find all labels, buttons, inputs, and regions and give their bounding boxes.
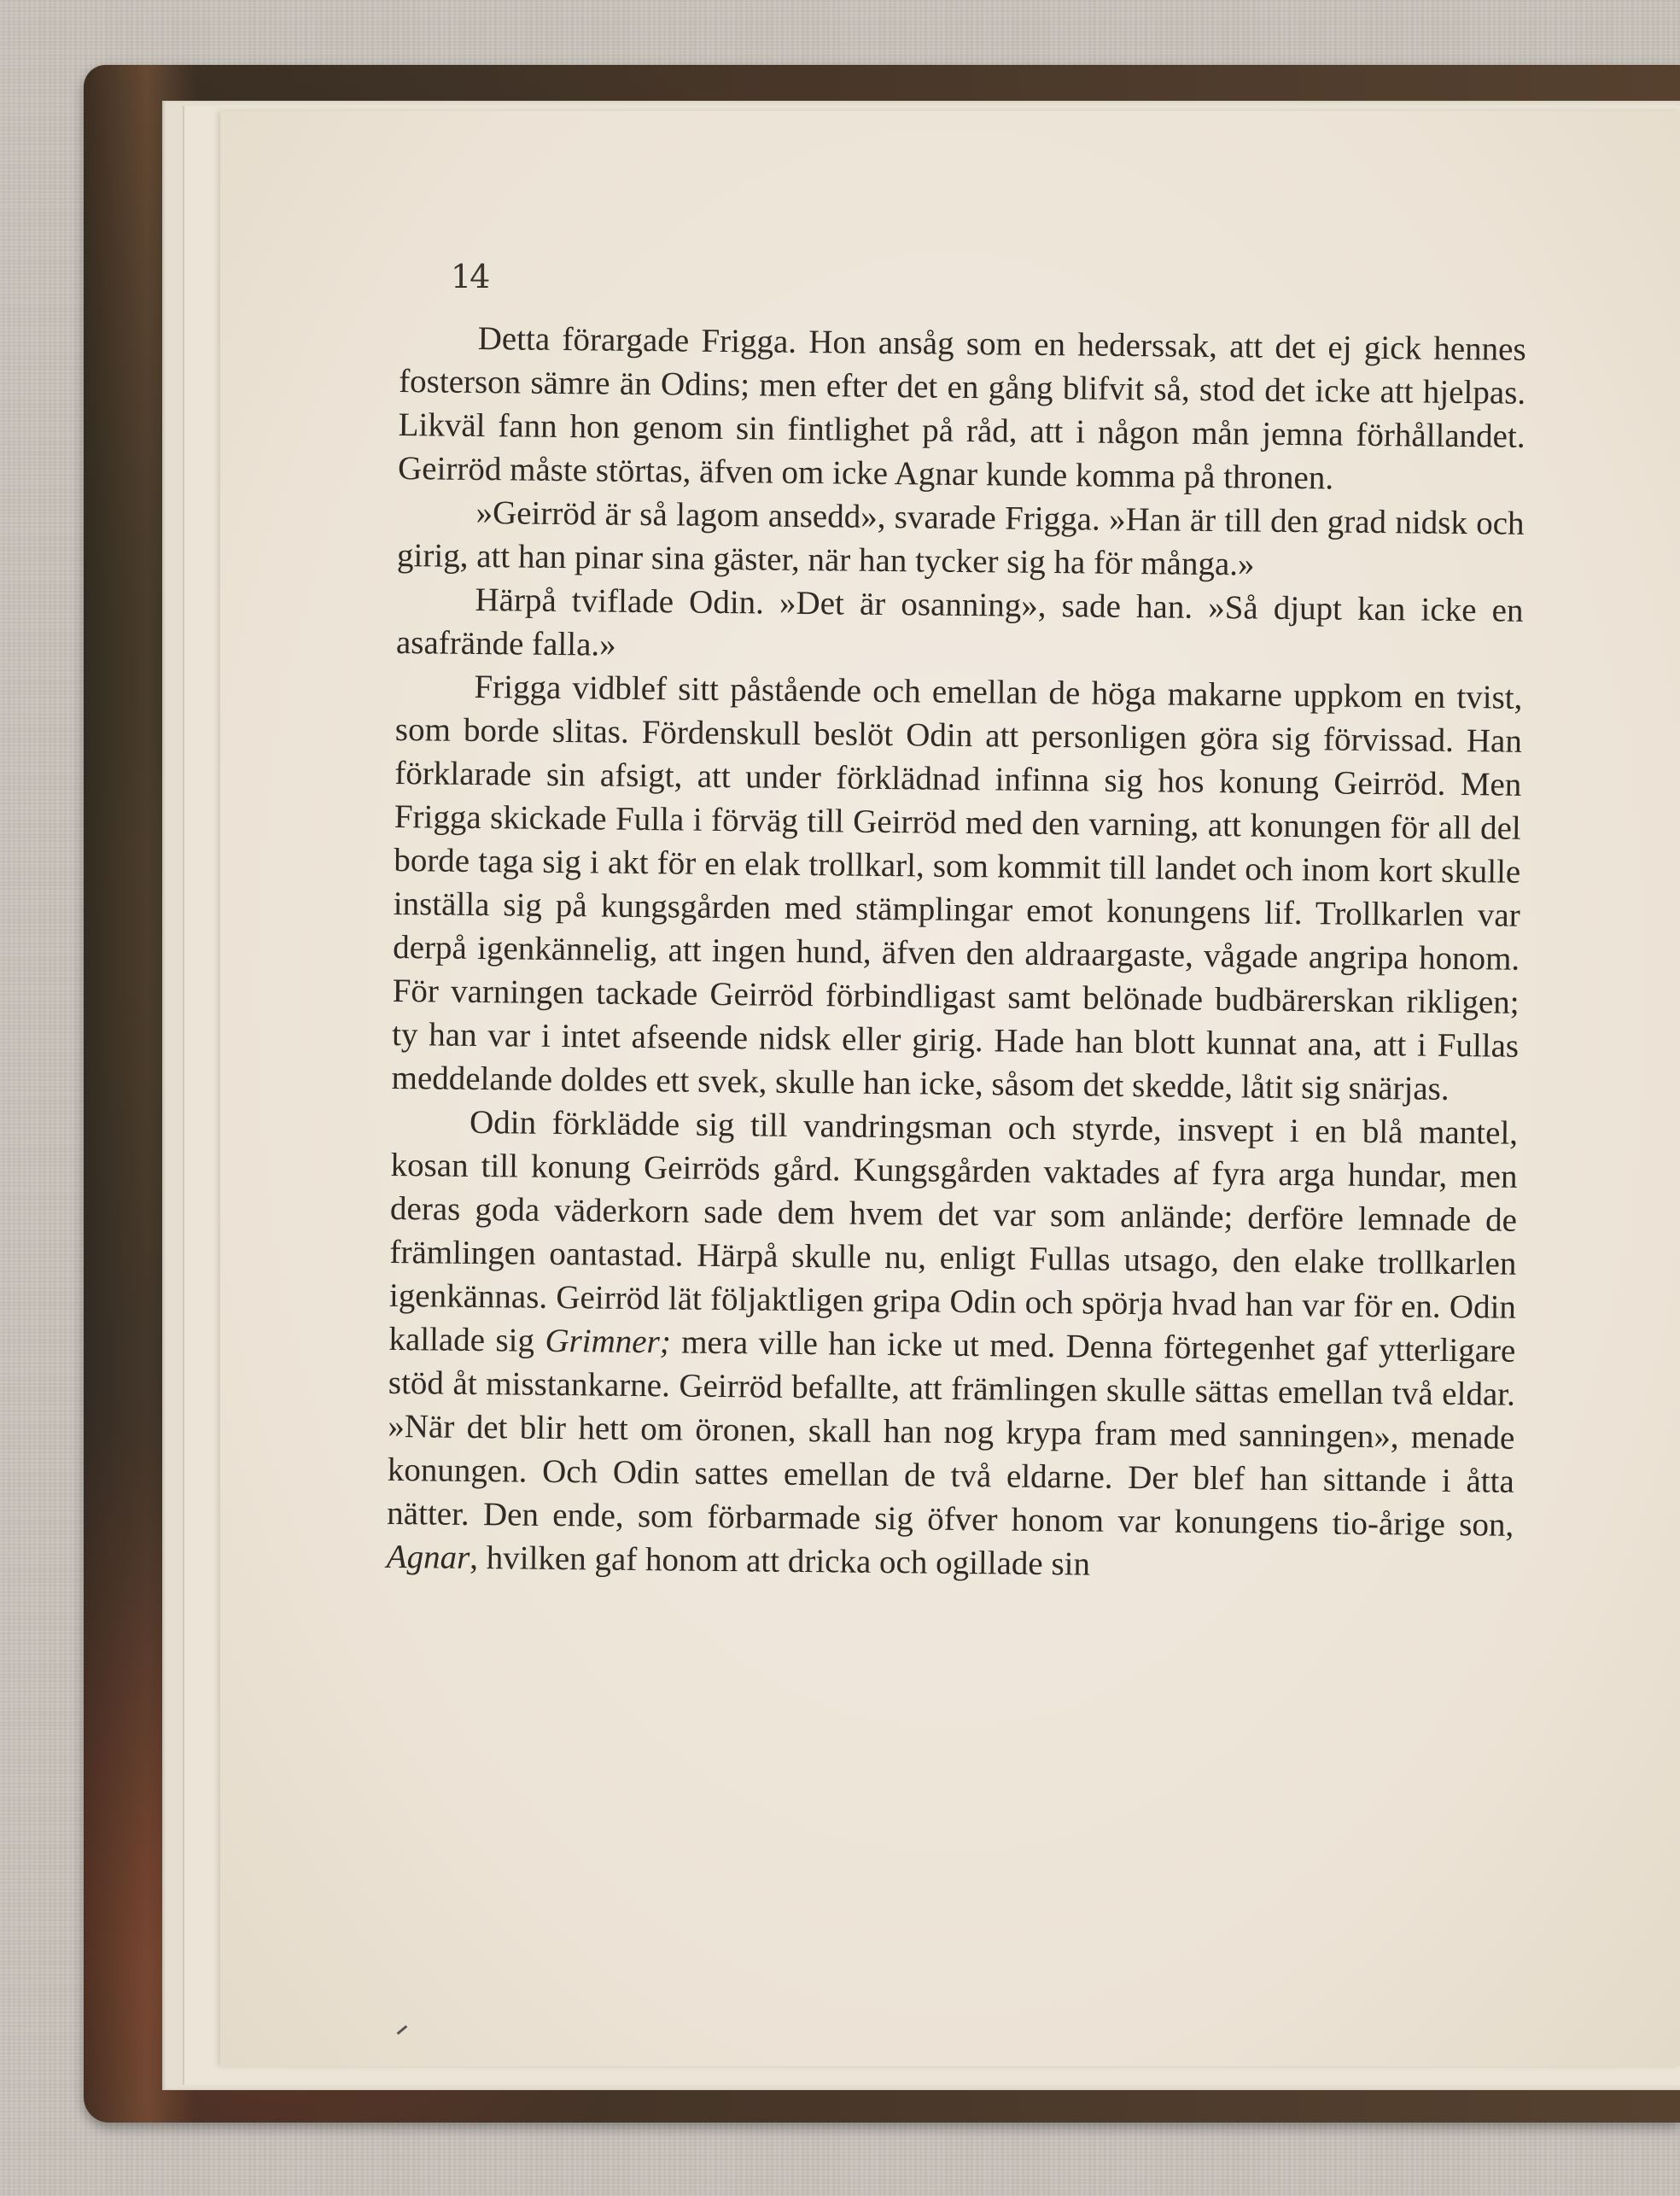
- paragraph: [398, 316, 1526, 502]
- paragraph-text: Odin förklädde sig till vandringsman och styrde, insvept i en blå mantel, kosan till konung Geirröds gård. Kungsgården vaktades af fyra arga hundar, men deras goda väderkorn sade dem hvem det var som anlände; derföre lemnade de främlingen oantastad. Härpå skulle nu, enligt Fullas utsago, den elake trollkarlen igenkännas. Geirröd lät följaktligen gripa Odin och spörja hvad han var för en. Odin kallade sig: [388, 1103, 1519, 1359]
- paragraph: [396, 577, 1524, 676]
- page-number: 14: [451, 258, 489, 295]
- paragraph-text: , hvilken gaf honom att dricka och ogillade sin: [470, 1539, 1091, 1583]
- paragraph-text: Härpå tviflade Odin. »Det är osanning», sade han. »Så djupt kan icke en asafrände falla.»: [395, 581, 1524, 663]
- body-text: [387, 316, 1526, 1591]
- paragraph-text: mera ville han icke ut med. Denna förtegenhet gaf ytterligare stöd åt misstankarne. Geirröd befallte, att främlingen skulle sättas emellan två eldar. »När det blir hett om öronen, skall han nog krypa fram med sanningen», menade konungen. Och Odin sattes emellan de två eldarne. Der blef han sittande i åtta nätter. Den ende, som förbarmade sig öfver honom var konungens tio-årige son,: [387, 1323, 1516, 1544]
- italic-name-agnar: Agnar: [386, 1538, 470, 1576]
- paragraph: [387, 1100, 1519, 1591]
- paragraph-text: »Geirröd är så lagom ansedd», svarade Frigga. »Han är till den grad nidsk och girig, att han pinar sina gäster, när han tycker sig ha för många.»: [396, 494, 1525, 583]
- paragraph-text: Frigga vidblef sitt påstående och emellan de höga makarne uppkom en tvist, som borde slitas. Fördenskull beslöt Odin att personligen göra sig förvissad. Han förklarade sin afsigt, att under förklädnad infinna sig hos konung Geirröd. Men Frigga skickade Fulla i förväg till Geirröd med den varning, att konungen för all del borde taga sig i akt för en elak trollkarl, som kommit till landet och inom kort skulle inställa sig på kungsgården med stämplingar emot konungens lif. Trollkarlen var derpå igenkännelig, att ingen hund, äfven den aldraargaste, vågade angripa honom. För varningen tackade Geirröd förbindligast samt belönade budbärerskan rikligen; ty han var i intet afseende nidsk eller girig. Hade han blott kunnat ana, att i Fullas meddelande doldes ett svek, skulle han icke, såsom det skedde, låtit sig snärjas.: [391, 668, 1523, 1107]
- paragraph: [397, 490, 1525, 589]
- italic-name-grimner: Grimner;: [545, 1322, 672, 1361]
- paragraph-text: Detta förargade Frigga. Hon ansåg som en hederssak, att det ej gick hennes fosterson sämre än Odins; men efter det en gång blifvit så, stod det icke att hjelpas. Likväl fann hon genom sin fintlighet på råd, att i någon mån jemna förhållandet. Geirröd måste störtas, äfven om icke Agnar kunde komma på thronen.: [397, 319, 1526, 497]
- paragraph: [391, 664, 1522, 1112]
